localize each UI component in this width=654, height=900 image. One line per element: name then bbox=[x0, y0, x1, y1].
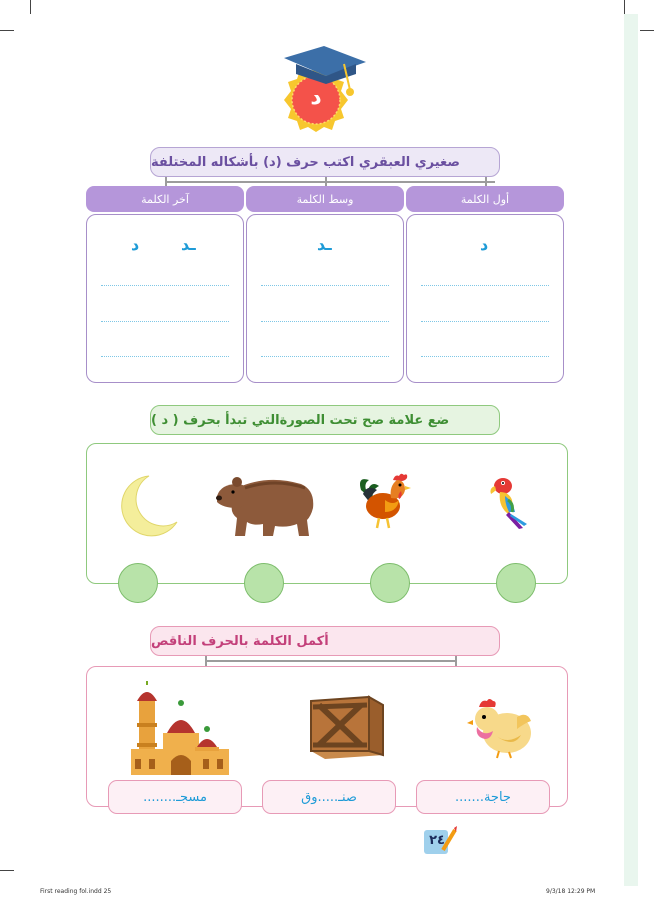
column-header-middle: وسط الكلمة bbox=[246, 186, 404, 212]
crop-mark bbox=[30, 0, 31, 14]
connector bbox=[455, 656, 457, 666]
letter-sample: د bbox=[480, 235, 489, 254]
dotted-line[interactable] bbox=[261, 321, 389, 322]
footer-date: 9/3/18 12:29 PM bbox=[546, 888, 596, 895]
connector bbox=[325, 177, 327, 186]
footer-file: First reading fol.indd 25 bbox=[40, 888, 112, 895]
parrot-icon bbox=[483, 472, 533, 532]
section1-title: صغيري العبقري اكتب حرف (د) بأشكاله المختلفة bbox=[150, 147, 500, 177]
page-number-badge bbox=[423, 826, 457, 856]
dotted-line[interactable] bbox=[421, 321, 549, 322]
column-header-last: آخر الكلمة bbox=[86, 186, 244, 212]
rooster-icon bbox=[355, 470, 415, 532]
connector bbox=[485, 177, 487, 186]
column-header-first: أول الكلمة bbox=[406, 186, 564, 212]
word-box-box[interactable]: صنـ.....وق bbox=[262, 780, 396, 814]
letter-sample: د bbox=[131, 235, 140, 254]
connector bbox=[165, 181, 495, 183]
crescent-moon-icon bbox=[115, 472, 179, 538]
wooden-box-icon bbox=[309, 693, 385, 759]
chicken-icon bbox=[467, 697, 537, 759]
word-box-mosque[interactable]: مسجـ........ bbox=[108, 780, 242, 814]
letter-sample: ـد bbox=[181, 235, 196, 254]
side-strip bbox=[624, 14, 638, 886]
crop-mark bbox=[0, 870, 14, 871]
header-letter: د bbox=[310, 84, 322, 110]
dotted-line[interactable] bbox=[421, 356, 549, 357]
dotted-line[interactable] bbox=[261, 356, 389, 357]
checkmark-circle[interactable] bbox=[370, 563, 410, 603]
dotted-line[interactable] bbox=[421, 285, 549, 286]
dotted-line[interactable] bbox=[261, 285, 389, 286]
writing-box-last[interactable] bbox=[86, 214, 244, 383]
word-box-chicken[interactable]: جاجة....... bbox=[416, 780, 550, 814]
dotted-line[interactable] bbox=[101, 285, 229, 286]
checkmark-circle[interactable] bbox=[496, 563, 536, 603]
dotted-line[interactable] bbox=[101, 356, 229, 357]
section3-title: أكمل الكلمة بالحرف الناقص bbox=[150, 626, 500, 656]
writing-box-first[interactable] bbox=[406, 214, 564, 383]
writing-box-middle[interactable] bbox=[246, 214, 404, 383]
pictures-box bbox=[86, 443, 568, 584]
crop-mark bbox=[0, 30, 14, 31]
dotted-line[interactable] bbox=[101, 321, 229, 322]
checkmark-circle[interactable] bbox=[118, 563, 158, 603]
section2-title: ضع علامة صح تحت الصورةالتي تبدأ بحرف ( د ) bbox=[150, 405, 500, 435]
bear-icon bbox=[215, 474, 317, 538]
letter-sample: ـد bbox=[317, 235, 332, 254]
connector bbox=[205, 660, 455, 662]
crop-mark bbox=[640, 30, 654, 31]
page-number: ٢٤ bbox=[429, 833, 445, 848]
mosque-icon bbox=[127, 671, 233, 777]
crop-mark bbox=[624, 0, 625, 14]
checkmark-circle[interactable] bbox=[244, 563, 284, 603]
